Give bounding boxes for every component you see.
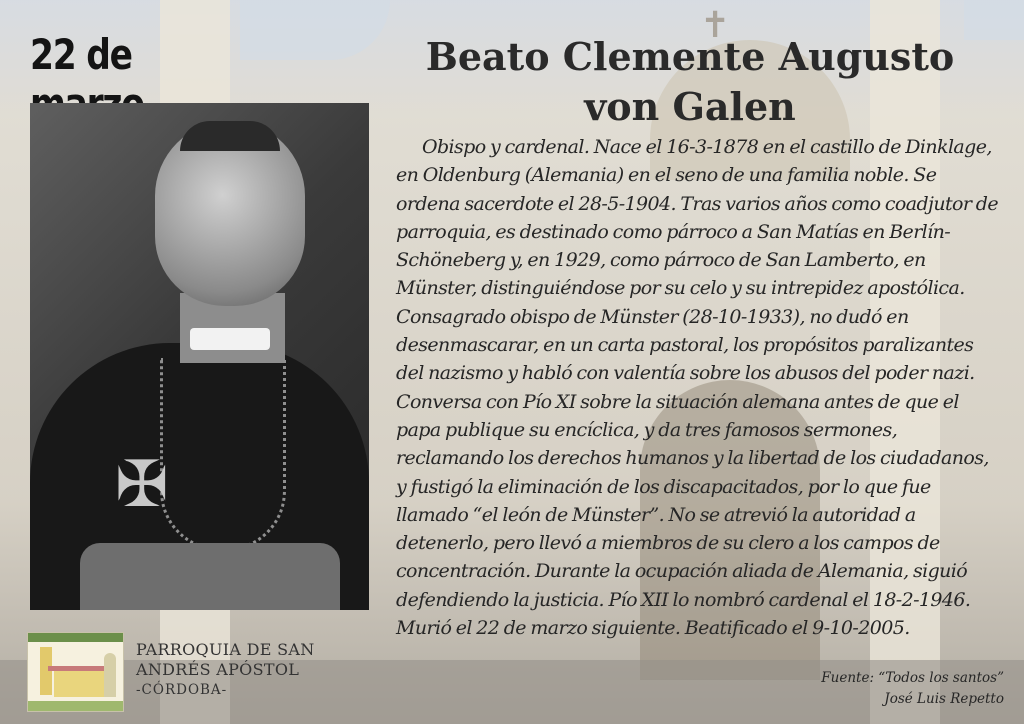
parish-line-1: PARROQUIA DE SAN: [136, 640, 315, 659]
background-church-facade: ✝: [0, 0, 1024, 724]
source-line-2: José Luis Repetto: [884, 691, 1004, 707]
biography-text: Obispo y cardenal. Nace el 16-3-1878 en el castillo de Dinklage, en Oldenburg (Alemania) en el seno de una familia noble. Se ordena sacerdote el 28-5-1904. Tras varios años como coadjutor de parroquia, es destinado como párroco a San Matías en Berlín-Schöneberg y, en 1929, como párroco de San Lamberto, en Münster, distinguiéndose por su celo y su intrepidez apostólica. Consagrado obispo de Münster (28-10-1933), no dudó en desenmascarar, en un carta pastoral, los propósitos paralizantes del nazismo y habló con valentía sobre los abusos del poder nazi. Conversa con Pío XI sobre la situación alemana antes de que el papa publique su encíclica, y da tres famosos sermones, reclamando los derechos humanos y la libertad de los ciudadanos, y fustigó la eliminación de los discapacitados, por lo que fue llamado “el león de Münster”. No se atrevió la autoridad a detenerlo, pero llevó a miembros de su clero a los campos de concentración. Durante la ocupación aliada de Alemania, siguió defendiendo la justicia. Pío XII lo nombró cardenal el 18-2-1946. Murió el 22 de marzo siguiente. Beatificado el 9-10-2005.: [396, 136, 998, 640]
source-credit: [821, 668, 1004, 710]
source-line-1: Fuente: “Todos los santos”: [821, 670, 1004, 686]
page-title: [380, 32, 1000, 132]
parish-line-2: ANDRÉS APÓSTOL: [136, 660, 300, 679]
parish-logo: [27, 632, 124, 712]
title-line-2: von Galen: [584, 84, 796, 129]
parish-city: -CÓRDOBA-: [136, 682, 228, 698]
date-heading: 22 de: [30, 30, 132, 79]
title-line-1: Beato Clemente Augusto: [425, 34, 955, 79]
portrait-photo: ✠: [30, 103, 369, 610]
parish-name: [136, 640, 346, 700]
